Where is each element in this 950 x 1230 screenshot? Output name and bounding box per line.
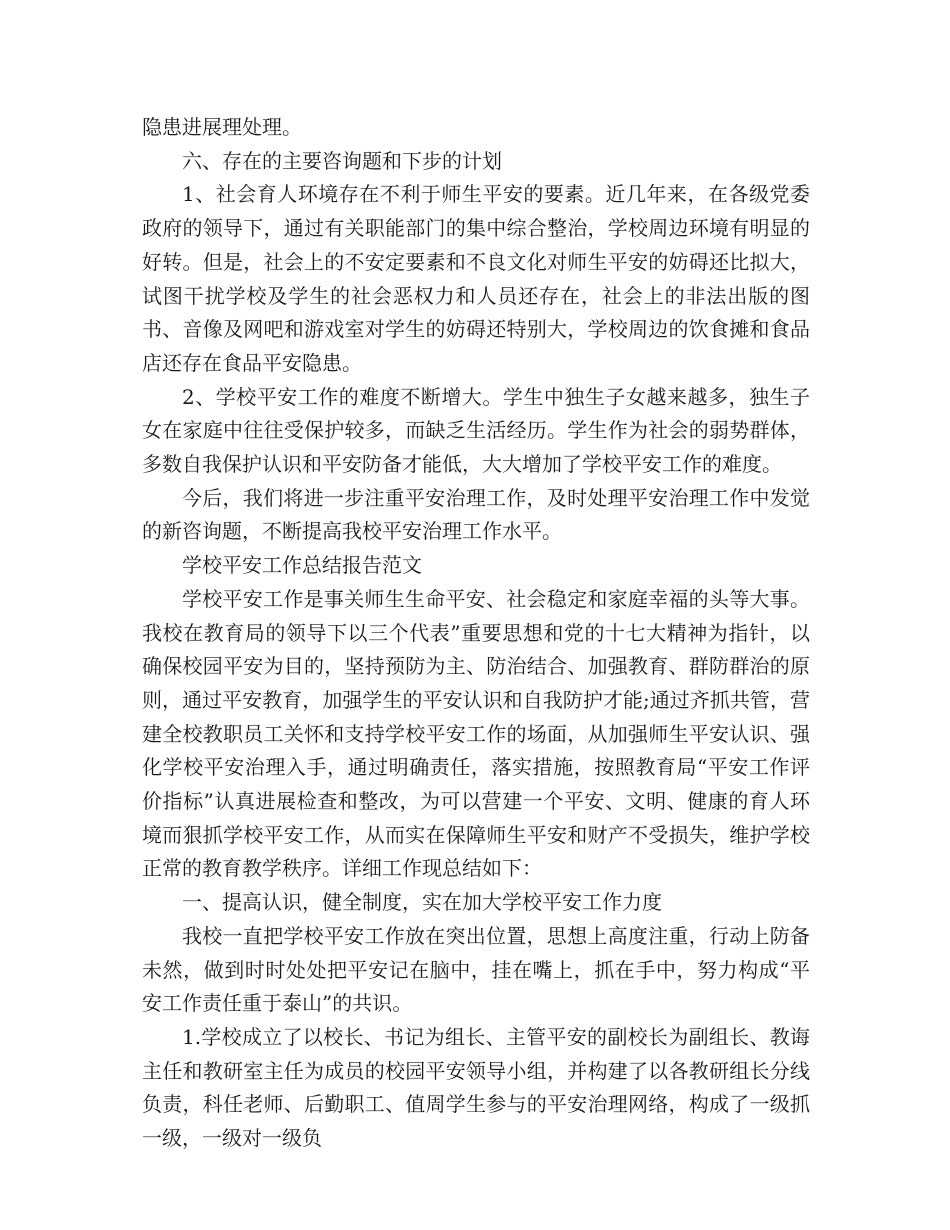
document-page — [142, 111, 810, 1156]
paragraph-difficulty: 2、学校平安工作的难度不断增大。学生中独生子女越来越多，独生子女在家庭中往往受保护较多，而缺乏生活经历。学生作为社会的弱势群体，多数自我保护认识和平安防备才能低，大大增加了学校平安工作的难度。 — [142, 384, 810, 477]
document-title-report: 学校平安工作总结报告范文 — [182, 553, 422, 578]
paragraph-continuation: 隐患进展理处理。 — [142, 115, 302, 139]
paragraph-priority: 我校一直把学校平安工作放在突出位置，思想上高度注重，行动上防备未然，做到时时处处把平安记在脑中，挂在嘴上，抓在手中，努力构成“平安工作责任重于泰山”的共识。 — [142, 923, 810, 1016]
paragraph-intro: 学校平安工作是事关师生生命平安、社会稳定和家庭幸福的头等大事。我校在教育局的领导下以三个代表”重要思想和党的十七大精神为指针，以确保校园平安为目的，坚持预防为主、防治结合、加强教育、群防群治的原则，通过平安教育，加强学生的平安认识和自我防护才能;通过齐抓共管，营建全校教职员工关怀和支持学校平安工作的场面，从加强师生平安认识、强化学校平安治理入手，通过明确责任，落实措施，按照教育局“平安工作评价指标”认真进展检查和整改，为可以营建一个平安、文明、健康的育人环境而狠抓学校平安工作，从而实在保障师生平安和财产不受损失，维护学校正常的教育教学秩序。详细工作现总结如下： — [142, 586, 810, 881]
section-heading-awareness: 一、提高认识，健全制度，实在加大学校平安工作力度 — [182, 890, 662, 915]
section-heading-problems-plan: 六、存在的主要咨询题和下步的计划 — [182, 148, 502, 173]
paragraph-leadership-group: 1.学校成立了以校长、书记为组长、主管平安的副校长为副组长、教诲主任和教研室主任为成员的校园平安领导小组，并构建了以各教研组长分线负责，科任老师、后勤职工、值周学生参与的平安治理网络，构成了一级抓一级，一级对一级负 — [142, 1024, 810, 1151]
paragraph-future: 今后，我们将进一步注重平安治理工作，及时处理平安治理工作中发觉的新咨询题，不断提高我校平安治理工作水平。 — [142, 485, 810, 544]
paragraph-social-environment: 1、社会育人环境存在不利于师生平安的要素。近几年来，在各级党委政府的领导下，通过有关职能部门的集中综合整治，学校周边环境有明显的好转。但是，社会上的不安定要素和不良文化对师生平安的妨碍还比拟大，试图干扰学校及学生的社会恶权力和人员还存在，社会上的非法出版的图书、音像及网吧和游戏室对学生的妨碍还特别大，学校周边的饮食摊和食品店还存在食品平安隐患。 — [142, 182, 810, 375]
